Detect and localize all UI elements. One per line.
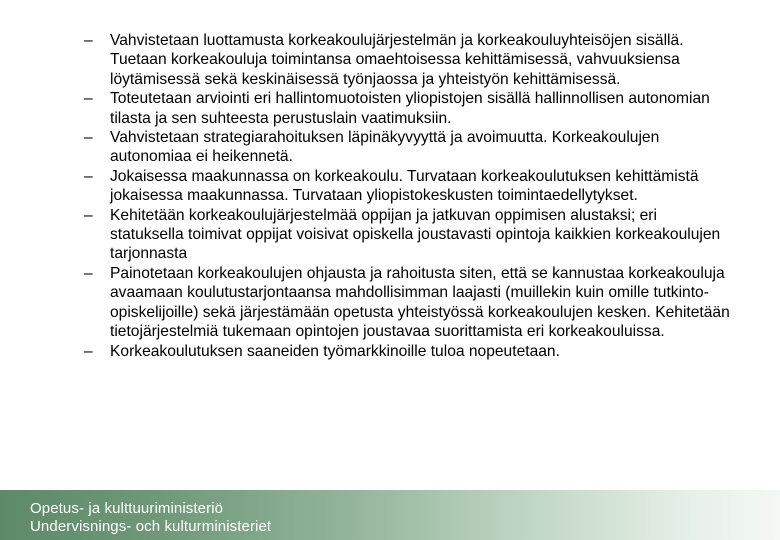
bullet-dash: –	[84, 206, 93, 224]
bullet-item	[84, 128, 734, 167]
bullet-dash: –	[84, 167, 93, 185]
bullet-text: Vahvistetaan strategiarahoituksen läpinäkyvyyttä ja avoimuutta. Korkeakoulujen autonomiaa ei heikennetä.	[110, 129, 660, 166]
bullet-dash: –	[84, 90, 93, 108]
bullet-item	[84, 264, 734, 342]
bullet-item	[84, 167, 734, 206]
bullet-list	[84, 31, 734, 361]
bullet-dash: –	[84, 129, 93, 147]
ministry-name-finnish: Opetus- ja kulttuuriministeriö	[30, 500, 224, 517]
ministry-name-swedish: Undervisnings- och kulturministeriet	[30, 518, 272, 535]
bullet-text: Vahvistetaan luottamusta korkeakoulujärjestelmän ja korkeakouluyhteisöjen sisällä. Tuetaan korkeakouluja toimintansa omaehtoisessa kehittämisessä, vahvuuksiensa löytämisessä sekä keskinäisessä työnjaossa ja yhteistyön kehittämisessä.	[110, 32, 684, 88]
bullet-item	[84, 31, 734, 89]
bullet-text: Toteutetaan arviointi eri hallintomuotoisten yliopistojen sisällä hallinnollisen autonomian tilasta ja sen suhteesta perustuslain vaatimuksiin.	[110, 90, 710, 127]
bullet-text: Kehitetään korkeakoulujärjestelmää oppijan ja jatkuvan oppimisen alustaksi; eri statuksella toimivat oppijat voisivat opiskella joustavasti opintoja kaikkien korkeakoulujen tarjonnasta	[110, 206, 721, 263]
bullet-text: Jokaisessa maakunnassa on korkeakoulu. Turvataan korkeakoulutuksen kehittämistä jokaisessa maakunnassa. Turvataan yliopistokeskusten toimintaedellytykset.	[110, 167, 699, 205]
footer-banner	[0, 490, 780, 540]
bullet-text: Painotetaan korkeakoulujen ohjausta ja rahoitusta siten, että se kannustaa korkeakouluja avaamaan koulutustarjontaansa mahdollisimman laajasti (muillekin kuin omille tutkinto-opiskelijoille) sekä järjestämään opetusta yhteistyössä korkeakoulujen kesken. Kehitetään tietojärjestelmiä tukemaan opintojen joustavaa suorittamista eri korkeakouluissa.	[110, 264, 730, 341]
bullet-item	[84, 89, 734, 128]
bullet-dash: –	[84, 264, 93, 282]
bullet-dash: –	[84, 32, 93, 49]
bullet-dash: –	[84, 342, 93, 360]
bullet-text: Korkeakoulutuksen saaneiden työmarkkinoille tuloa nopeutetaan.	[110, 342, 560, 360]
bullet-item	[84, 342, 734, 361]
bullet-item	[84, 206, 734, 264]
